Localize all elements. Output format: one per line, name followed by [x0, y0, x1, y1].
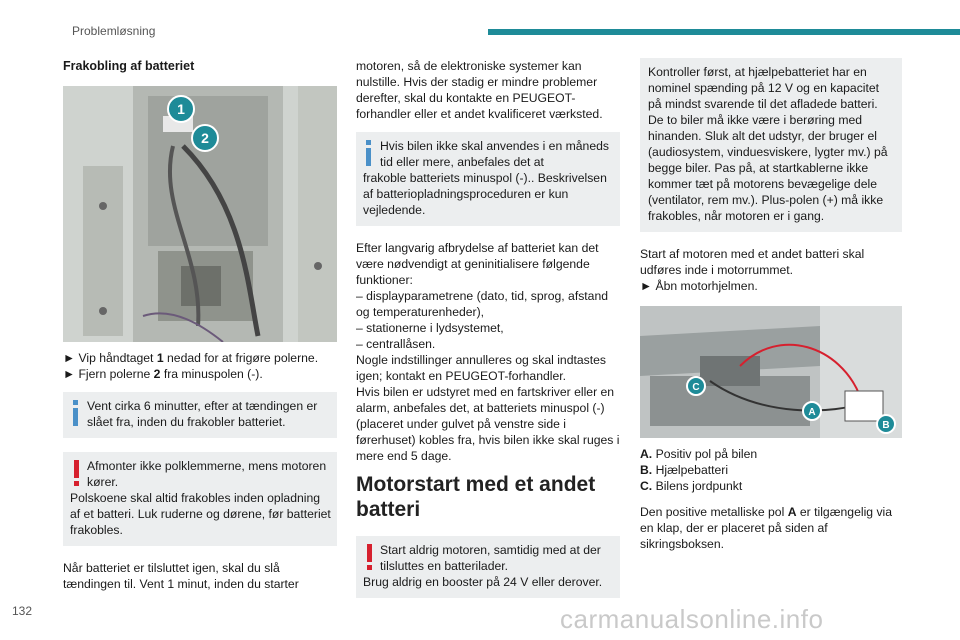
warning-note: Afmonter ikke polklemmerne, mens motoren kører. Polskoene skal altid frakobles inden opladning af et batteri. Luk ruderne og dørene, før batteriet frakobles.	[63, 452, 337, 546]
warning-icon	[71, 460, 81, 486]
positive-terminal-text: Den positive metalliske pol A er tilgængelig via en klap, der er placeret på siden af sikringsboksen.	[640, 505, 893, 551]
photo-label-b: B	[882, 420, 890, 431]
intro-text: motoren, så de elektroniske systemer kan nulstille. Hvis der stadig er mindre problemer derefter, skal du kontakte en PEUGEOT-forhandler eller et andet kvalificeret værksted.	[356, 59, 603, 121]
photo-label-2: 2	[201, 130, 209, 146]
column-3	[640, 58, 902, 562]
photo-label-c: C	[692, 382, 700, 393]
header-title: Problemløsning	[72, 24, 156, 38]
section-heading: Motorstart med et andet batteri	[356, 473, 596, 521]
battery-disconnect-photo	[63, 86, 337, 342]
info-icon	[71, 400, 81, 426]
list-item: – centrallåsen.	[356, 337, 436, 351]
info-icon	[364, 140, 374, 166]
warning-icon	[364, 544, 374, 570]
alarm-text: Hvis bilen er udstyret med en fartskriver eller en alarm, anbefales det, at batteriets minuspol (-) (placeret under gulvet på venstre side i førerhuset) kobles fra, hvis bilen ikke skal ruges i mere end 5 dage.	[356, 385, 620, 463]
legend-item: C. Bilens jordpunkt	[640, 479, 743, 493]
jump-start-photo	[640, 306, 902, 438]
reinit-text: Efter langvarig afbrydelse af batteriet kan det være nødvendigt at geninitialisere følgende funktioner:	[356, 241, 599, 287]
legend-item: B. Hjælpebatteri	[640, 463, 729, 477]
settings-text: Nogle indstillinger annulleres og skal indtastes igen; kontakt en PEUGEOT-forhandler.	[356, 353, 606, 383]
page-number: 132	[12, 604, 33, 618]
column-1	[63, 58, 337, 602]
engine-bay-text: Start af motoren med et andet batteri skal udføres inde i motorrummet.	[640, 247, 865, 277]
section-title: Frakobling af batteriet	[63, 59, 195, 73]
reinit-list	[356, 288, 620, 352]
photo-label-a: A	[808, 407, 816, 418]
list-item: – displayparametrene (dato, tid, sprog, afstand og temperaturenheder),	[356, 289, 609, 319]
step-1: ► Vip håndtaget 1 nedad for at frigøre polerne.	[63, 351, 319, 365]
legend-item: A. Positiv pol på bilen	[640, 447, 758, 461]
info-note-2: Hvis bilen ikke skal anvendes i en måneds tid eller mere, anbefales det at frakoble batteriets minuspol (-).. Beskrivelsen af batteriopladningsproceduren er kun vejledende.	[356, 132, 620, 226]
column-2	[356, 58, 620, 612]
legend	[640, 446, 902, 494]
checklist-note: Kontroller først, at hjælpebatteriet har en nominel spænding på 12 V og en kapacitet på mindst svarende til det afladede batteri. De to biler må ikke være i berøring med hinanden. Sluk alt det udstyr, der bruger el (audiosystem, vinduesviskere, lygter mv.) på begge biler. Pas på, at startkablerne ikke kommer tæt på motorens bevægelige dele (ventilator, rem mv.). Plus-polen (+) må ikke frakobles, når motoren er i gang.	[640, 58, 902, 232]
warning-note-2: Start aldrig motoren, samtidig med at der tilsluttes en batterilader. Brug aldrig en booster på 24 V eller derover.	[356, 536, 620, 598]
open-hood-step: ► Åbn motorhjelmen.	[640, 279, 758, 293]
reconnect-text: Når batteriet er tilsluttet igen, skal du slå tændingen til. Vent 1 minut, inden du starter	[63, 561, 299, 591]
header-accent-bar	[488, 29, 960, 35]
info-note: Vent cirka 6 minutter, efter at tændingen er slået fra, inden du frakobler batteriet.	[63, 392, 337, 438]
photo-label-1: 1	[177, 101, 185, 117]
step-2: ► Fjern polerne 2 fra minuspolen (-).	[63, 367, 263, 381]
list-item: – stationerne i lydsystemet,	[356, 321, 504, 335]
watermark: carmanualsonline.info	[560, 604, 824, 634]
